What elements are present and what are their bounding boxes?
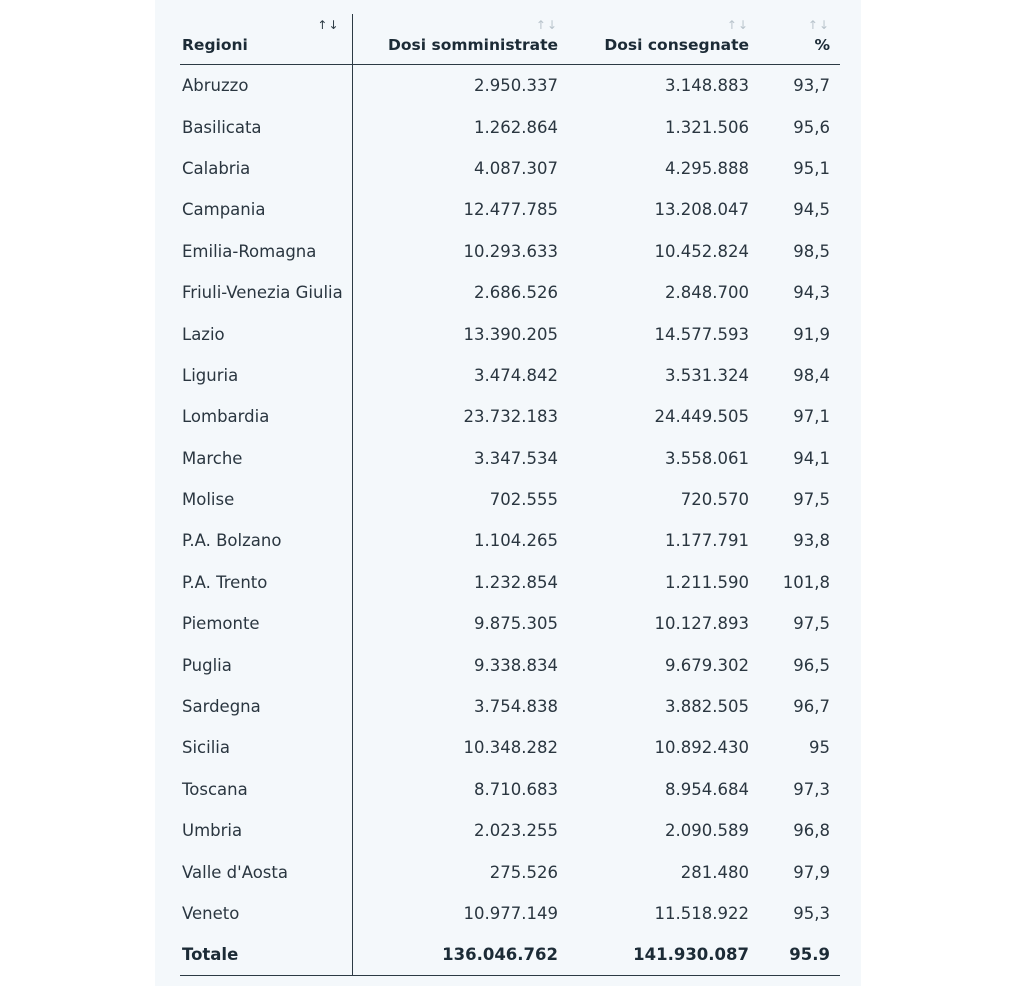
percent-cell: 97,5: [793, 490, 830, 510]
region-cell: Veneto: [180, 893, 352, 934]
region-cell: Emilia-Romagna: [180, 231, 352, 272]
table-row: [180, 231, 840, 272]
region-cell: Lombardia: [180, 396, 352, 437]
region-cell: Campania: [180, 189, 352, 230]
sort-arrows-icon[interactable]: ↑↓: [535, 18, 558, 32]
table-body: [180, 65, 840, 935]
delivered-cell: 11.518.922: [654, 904, 749, 923]
delivered-cell: 14.577.593: [654, 324, 749, 344]
column-header-administered[interactable]: [352, 14, 568, 65]
percent-cell: 94,3: [793, 283, 830, 303]
table-row: [180, 396, 840, 437]
percent-cell: 96,5: [793, 655, 830, 675]
region-cell: Marche: [180, 438, 352, 479]
region-cell: Molise: [180, 479, 352, 520]
region-cell: Calabria: [180, 148, 352, 189]
region-cell: Abruzzo: [180, 65, 352, 107]
region-cell: Piemonte: [180, 603, 352, 644]
region-cell: Friuli-Venezia Giulia: [180, 272, 352, 313]
region-cell: P.A. Bolzano: [180, 520, 352, 561]
delivered-cell: 3.531.324: [665, 365, 749, 385]
administered-cell: 12.477.785: [463, 200, 558, 220]
column-header-label: %: [814, 36, 830, 54]
region-cell: Umbria: [180, 810, 352, 851]
delivered-cell: 281.480: [680, 862, 749, 882]
total-label: Totale: [180, 934, 352, 976]
delivered-cell: 13.208.047: [654, 200, 749, 220]
administered-cell: 275.526: [489, 862, 558, 882]
table-row: [180, 603, 840, 644]
total-delivered: 141.930.087: [568, 934, 759, 976]
percent-cell: 97,1: [793, 407, 830, 427]
percent-cell: 94,5: [793, 200, 830, 220]
administered-cell: 2.950.337: [474, 76, 558, 96]
column-header-label: Dosi consegnate: [604, 36, 749, 54]
table-panel: [155, 0, 861, 986]
region-cell: Sicilia: [180, 727, 352, 768]
administered-cell: 23.732.183: [463, 407, 558, 427]
percent-cell: 101,8: [782, 572, 830, 592]
delivered-cell: 10.892.430: [654, 738, 749, 758]
table-row: [180, 106, 840, 147]
percent-cell: 95: [809, 738, 830, 758]
administered-cell: 1.104.265: [474, 531, 558, 551]
table-row: [180, 520, 840, 561]
delivered-cell: 10.452.824: [654, 241, 749, 261]
table-row: [180, 189, 840, 230]
administered-cell: 3.474.842: [474, 365, 558, 385]
administered-cell: 702.555: [489, 490, 558, 510]
percent-cell: 94,1: [793, 448, 830, 468]
sort-arrows-icon[interactable]: ↑↓: [726, 18, 749, 32]
administered-cell: 13.390.205: [463, 324, 558, 344]
region-cell: Valle d'Aosta: [180, 851, 352, 892]
total-administered: 136.046.762: [352, 934, 568, 976]
table-row: [180, 727, 840, 768]
table-row: [180, 644, 840, 685]
administered-cell: 1.232.854: [474, 572, 558, 592]
table-row: [180, 562, 840, 603]
administered-cell: 8.710.683: [474, 779, 558, 799]
sort-arrows-icon[interactable]: ↑↓: [807, 18, 830, 32]
column-header-label: Dosi somministrate: [388, 36, 558, 54]
percent-cell: 95,6: [793, 117, 830, 137]
table-row: [180, 272, 840, 313]
table-row: [180, 438, 840, 479]
percent-cell: 91,9: [793, 324, 830, 344]
administered-cell: 2.023.255: [474, 821, 558, 841]
delivered-cell: 3.148.883: [665, 76, 749, 96]
table-row: [180, 479, 840, 520]
table-row: [180, 313, 840, 354]
percent-cell: 96,8: [793, 821, 830, 841]
table-row: [180, 686, 840, 727]
header-row: [180, 14, 840, 65]
delivered-cell: 4.295.888: [665, 158, 749, 178]
region-cell: Puglia: [180, 644, 352, 685]
table-row: [180, 769, 840, 810]
administered-cell: 10.348.282: [463, 738, 558, 758]
administered-cell: 3.754.838: [474, 697, 558, 717]
region-cell: Liguria: [180, 355, 352, 396]
column-header-delivered[interactable]: [568, 14, 759, 65]
percent-cell: 93,8: [793, 531, 830, 551]
delivered-cell: 8.954.684: [665, 779, 749, 799]
table-row: [180, 893, 840, 934]
table-row: [180, 148, 840, 189]
percent-cell: 96,7: [793, 697, 830, 717]
region-cell: P.A. Trento: [180, 562, 352, 603]
region-cell: Lazio: [180, 313, 352, 354]
region-cell: Sardegna: [180, 686, 352, 727]
percent-cell: 95,3: [793, 904, 830, 923]
delivered-cell: 24.449.505: [654, 407, 749, 427]
total-percent: 95.9: [759, 934, 840, 976]
sort-arrows-icon[interactable]: ↑↓: [317, 18, 340, 32]
delivered-cell: 3.558.061: [665, 448, 749, 468]
region-cell: Basilicata: [180, 106, 352, 147]
column-header-region[interactable]: [180, 14, 352, 65]
administered-cell: 9.338.834: [474, 655, 558, 675]
administered-cell: 10.977.149: [463, 904, 558, 923]
percent-cell: 95,1: [793, 158, 830, 178]
table-row: [180, 851, 840, 892]
delivered-cell: 9.679.302: [665, 655, 749, 675]
table-row: [180, 355, 840, 396]
delivered-cell: 1.211.590: [665, 572, 749, 592]
delivered-cell: 3.882.505: [665, 697, 749, 717]
vaccine-doses-table: [180, 14, 840, 976]
delivered-cell: 1.321.506: [665, 117, 749, 137]
administered-cell: 2.686.526: [474, 283, 558, 303]
percent-cell: 93,7: [793, 76, 830, 96]
delivered-cell: 2.090.589: [665, 821, 749, 841]
percent-cell: 97,9: [793, 862, 830, 882]
administered-cell: 10.293.633: [463, 241, 558, 261]
column-header-percent[interactable]: [759, 14, 840, 65]
administered-cell: 1.262.864: [474, 117, 558, 137]
administered-cell: 4.087.307: [474, 158, 558, 178]
delivered-cell: 1.177.791: [665, 531, 749, 551]
delivered-cell: 720.570: [680, 490, 749, 510]
delivered-cell: 10.127.893: [654, 614, 749, 634]
table-row: [180, 810, 840, 851]
column-header-label: Regioni: [182, 36, 248, 54]
administered-cell: 3.347.534: [474, 448, 558, 468]
delivered-cell: 2.848.700: [665, 283, 749, 303]
table-row: [180, 65, 840, 107]
percent-cell: 98,5: [793, 241, 830, 261]
region-cell: Toscana: [180, 769, 352, 810]
percent-cell: 97,3: [793, 779, 830, 799]
administered-cell: 9.875.305: [474, 614, 558, 634]
percent-cell: 98,4: [793, 365, 830, 385]
percent-cell: 97,5: [793, 614, 830, 634]
total-row: [180, 934, 840, 976]
